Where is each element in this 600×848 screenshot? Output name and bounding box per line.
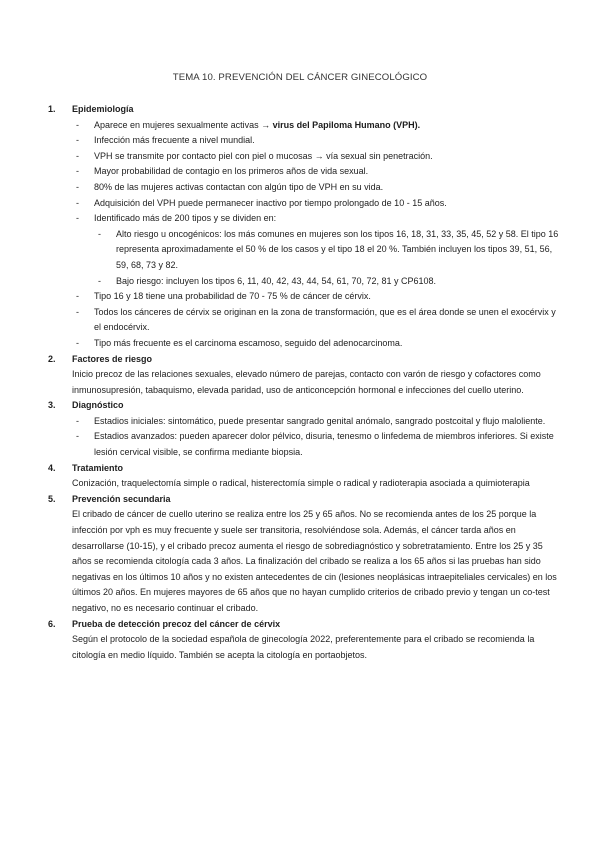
section-paragraph: Conización, traquelectomía simple o radical, histerectomía simple o radical y radioterapia asociada a quimioterapia [72, 478, 530, 489]
section-heading: Factores de riesgo [72, 353, 153, 364]
list-item: - Tipo más frecuente es el carcinoma escamoso, seguido del adenocarcinoma. [76, 337, 403, 348]
list-item: - Identificado más de 200 tipos y se dividen en: - Alto riesgo u oncogénicos: los más comunes en mujeres son los tipos 16, 18, 31, 33, 35, 45, 52 y 58. El tipo 16 representa aproximadamente el 50 % de los casos y el tipo 18 el 20 %. También incluyen los tipos 39, 51, 56, 59, 68, 73 y 82. - Bajo riesgo: incluyen los tipos 6, 11, 40, 42, 43, 44, 54, 61, 70, 72, 81 y CP6108. [72, 211, 560, 289]
section-number: 3. [48, 400, 56, 411]
section-number: 2. [48, 353, 56, 364]
list-item: - Todos los cánceres de cérvix se originan en la zona de transformación, que es el área donde se unen el exocérvix y el endocérvix. [76, 306, 556, 333]
list-item: - VPH se transmite por contacto piel con piel o mucosas → vía sexual sin penetración. [76, 150, 433, 161]
section-heading: Prueba de detección precoz del cáncer de cérvix [72, 618, 281, 629]
section-number: 4. [48, 462, 56, 473]
sub-bullet-list [94, 227, 560, 289]
list-item: - Estadios iniciales: sintomático, puede presentar sangrado genital anómalo, sangrado postcoital y flujo maloliente. [76, 415, 546, 426]
list-item: - 80% de las mujeres activas contactan con algún tipo de VPH en su vida. [76, 181, 384, 192]
section-heading: Epidemiología [72, 104, 134, 114]
section-prevencion-secundaria [44, 492, 560, 617]
document-body [44, 102, 560, 663]
list-item: - Estadios avanzados: pueden aparecer dolor pélvico, disuria, tenesmo o linfedema de miembros inferiores. Si existe lesión cervical visible, se confirma mediante biopsia. [76, 431, 554, 458]
section-epidemiologia [44, 102, 560, 352]
list-item: - Aparece en mujeres sexualmente activas → virus del Papiloma Humano (VPH). [76, 119, 421, 130]
document-title: TEMA 10. PREVENCIÓN DEL CÁNCER GINECOLÓGICO [172, 72, 428, 83]
section-factores-de-riesgo [44, 352, 560, 399]
section-heading: Tratamiento [72, 462, 124, 473]
section-number: 6. [48, 618, 56, 629]
emphasis-text: virus del Papiloma Humano (VPH). [272, 119, 421, 130]
list-item: - Tipo 16 y 18 tiene una probabilidad de 70 - 75 % de cáncer de cérvix. [76, 291, 371, 302]
bullet-list [72, 414, 560, 461]
section-prueba-deteccion [44, 617, 560, 664]
list-item: - Mayor probabilidad de contagio en los primeros años de vida sexual. [76, 166, 369, 177]
bullet-list [72, 118, 560, 352]
list-item: - Adquisición del VPH puede permanecer inactivo por tiempo prolongado de 10 - 15 años. [76, 197, 447, 208]
sub-list-item: - Bajo riesgo: incluyen los tipos 6, 11, 40, 42, 43, 44, 54, 61, 70, 72, 81 y CP6108. [98, 275, 437, 286]
section-diagnostico [44, 398, 560, 460]
section-tratamiento [44, 461, 560, 492]
section-heading: Diagnóstico [72, 400, 124, 411]
sub-list-item: - Alto riesgo u oncogénicos: los más comunes en mujeres son los tipos 16, 18, 31, 33, 35, 45, 52 y 58. El tipo 16 representa aproximadamente el 50 % de los casos y el tipo 18 el 20 %. También incluyen los tipos 39, 51, 56, 59, 68, 73 y 82. [98, 228, 559, 270]
section-number: 1. [48, 104, 56, 114]
section-number: 5. [48, 493, 56, 504]
section-heading: Prevención secundaria [72, 493, 171, 504]
section-paragraph: Según el protocolo de la sociedad española de ginecología 2022, preferentemente para el cribado se recomienda la citología en medio líquido. También se acepta la citología en portaobjetos. [72, 634, 535, 660]
section-paragraph: Inicio precoz de las relaciones sexuales, elevado número de parejas, contacto con varón de riesgo y cofactores como inmunosupresión, tabaquismo, elevada paridad, uso de anticoncepción hormonal e infecciones del cuello uterino. [72, 369, 541, 395]
list-item: - Infección más frecuente a nivel mundial. [76, 135, 255, 146]
section-paragraph: El cribado de cáncer de cuello uterino se realiza entre los 25 y 65 años. No se recomienda antes de los 25 porque la infección por vph es muy frecuente y suele ser transitoria, resolviéndose sola. Además, el cáncer tarda años en desarrollarse (10-15), y el cribado precoz aumenta el riesgo de sobrediagnóstico y sobretratamiento. Entre los 25 y 35 años se recomienda citología cada 3 años. La finalización del cribado se realiza a los 65 años si las pruebas han sido negativas en los últimos 10 años y no existen antecedentes de cin (lesiones neoplásicas intraepiteliales cervicales) en los últimos 20 años. En mujeres mayores de 65 años que no hayan cumplido criterios de cribado previo y tengan un co-test negativo, no es necesario continuar el cribado. [72, 509, 557, 613]
